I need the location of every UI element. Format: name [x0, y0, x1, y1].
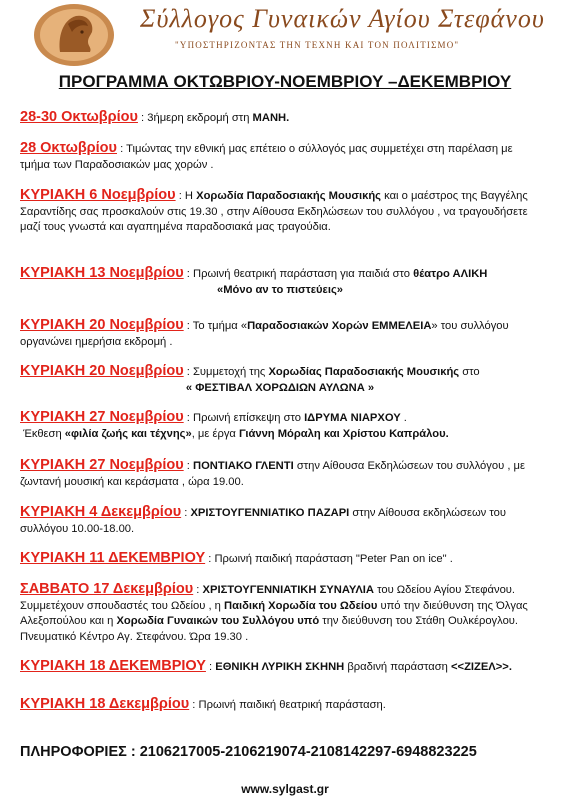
- event-text: και ο μαέστρος της Βαγγέλης Σαραντίδης σας προσκαλούν στις 19.30 , στην Αίθουσα Εκδηλώσεων του συλλόγου , να τραγουδήσετε μαζί τους γνωστά και αγαπημένα παραδοσιακά μας τραγούδια.: [20, 190, 528, 233]
- event-text: στην Αίθουσα Εκδηλώσεων του συλλόγου , με ζωντανή μουσική και κεράσματα , ώρα 19.00.: [20, 460, 525, 488]
- event-text: .: [400, 412, 407, 424]
- event-highlight: Χορωδία Παραδοσιακής Μουσικής: [196, 190, 381, 202]
- event-text: : 3ήμερη εκδρομή στη: [137, 112, 253, 124]
- event-item: [20, 266, 540, 298]
- event-date: ΚΥΡΙΑΚΗ 13 Νοεμβρίου: [20, 265, 184, 281]
- event-text: , με έργα: [191, 427, 239, 440]
- event-text: :: [193, 584, 203, 596]
- event-item: [20, 318, 540, 350]
- association-motto: "ΥΠΟΣΤΗΡΙΖΟΝΤΑΣ ΤΗΝ ΤΕΧΝΗ ΚΑΙ ΤΟΝ ΠΟΛΙΤΙΣΜΟ": [175, 40, 460, 50]
- event-highlight: ΜΑΝΗ.: [252, 112, 290, 124]
- event-text: :: [183, 460, 193, 472]
- event-item: [20, 110, 540, 127]
- event-text: βραδινή παράσταση: [344, 661, 451, 673]
- event-highlight: θέατρο ΑΛΙΚΗ: [413, 268, 488, 280]
- event-item: [20, 551, 540, 568]
- event-item: [20, 659, 540, 676]
- event-date: 28-30 Οκτωβρίου: [20, 109, 138, 125]
- event-highlight: «Μόνο αν το πιστεύεις»: [217, 283, 343, 296]
- event-item: [20, 582, 540, 645]
- event-highlight: ΠΟΝΤΙΑΚΟ ΓΛΕΝΤΙ: [193, 460, 294, 472]
- header: [0, 0, 570, 70]
- event-text: : Η: [175, 190, 197, 202]
- event-text: : Πρωινή παιδική παράσταση "Peter Pan on ice" .: [205, 553, 453, 565]
- event-highlight: Παραδοσιακών Χορών ΕΜΜΕΛΕΙΑ: [247, 320, 432, 332]
- event-item: [20, 410, 540, 442]
- event-highlight: ΧΡΙΣΤΟΥΓΕΝΝΙΑΤΙΚΗ ΣΥΝΑΥΛΙΑ: [202, 584, 374, 596]
- event-item: [20, 458, 540, 490]
- website-link[interactable]: www.sylgast.gr: [241, 782, 329, 796]
- event-text: : Συμμετοχή της: [183, 366, 269, 378]
- event-highlight: Γιάννη Μόραλη και Χρίστου Καπράλου.: [239, 427, 449, 440]
- event-date: ΚΥΡΙΑΚΗ 18 Δεκεμβρίου: [20, 696, 190, 712]
- event-item: [20, 141, 540, 173]
- event-text: » του συλλόγου οργανώνει ημερήσια εκδρομή .: [20, 320, 509, 348]
- event-text: : Πρωινή επίσκεψη στο: [183, 412, 305, 424]
- event-text: : Πρωινή θεατρική παράσταση για παιδιά στο: [183, 268, 414, 280]
- event-date: ΚΥΡΙΑΚΗ 4 Δεκεμβρίου: [20, 504, 182, 520]
- event-date: ΣΑΒΒΑΤΟ 17 Δεκεμβρίου: [20, 581, 194, 597]
- event-date: ΚΥΡΙΑΚΗ 18 ΔΕΚΕΜΒΡΙΟΥ: [20, 658, 206, 674]
- program-title: ΠΡΟΓΡΑΜΜΑ ΟΚΤΩΒΡΙΟΥ-ΝΟΕΜΒΡΙΟΥ –ΔΕΚΕΜΒΡΙΟΥ: [58, 72, 512, 91]
- event-date: ΚΥΡΙΑΚΗ 20 Νοεμβρίου: [20, 317, 184, 333]
- event-item: [20, 697, 540, 714]
- event-date: ΚΥΡΙΑΚΗ 27 Νοεμβρίου: [20, 457, 184, 473]
- event-highlight: Χορωδίας Παραδοσιακής Μουσικής: [268, 366, 460, 378]
- event-item: [20, 364, 540, 396]
- event-text: υπό την διεύθυνση της Όλγας Αλεξοπούλου και η: [20, 599, 528, 627]
- event-text: :: [205, 661, 216, 673]
- event-text: στο: [459, 366, 480, 378]
- event-item: [20, 505, 540, 537]
- event-text: : Το τμήμα «: [183, 320, 248, 332]
- contact-info: ΠΛΗΡΟΦΟΡΙΕΣ : 2106217005-2106219074-2108142297-6948823225: [20, 744, 477, 760]
- event-date: 28 Οκτωβρίου: [20, 140, 117, 156]
- event-text: του Ωδείου Αγίου Στεφάνου. Συμμετέχουν σπουδαστές του Ωδείου , η: [20, 584, 516, 612]
- event-highlight: Παιδική Χορωδία του Ωδείου: [224, 599, 378, 612]
- event-text: : Τιμώντας την εθνική μας επέτειο ο σύλλογός μας συμμετέχει στη παρέλαση με τμήμα των Παραδοσιακών μας χορών .: [20, 143, 513, 171]
- event-text: : Πρωινή παιδική θεατρική παράσταση.: [189, 699, 386, 711]
- association-name: Σύλλογος Γυναικών Αγίου Στεφάνου: [140, 4, 545, 33]
- event-highlight: « ΦΕΣΤΙΒΑΛ ΧΟΡΩΔΙΩΝ ΑΥΛΩΝΑ »: [185, 381, 375, 394]
- event-item: [20, 188, 540, 236]
- event-date: ΚΥΡΙΑΚΗ 6 Νοεμβρίου: [20, 187, 176, 203]
- event-highlight: ΧΡΙΣΤΟΥΓΕΝΝΙΑΤΙΚΟ ΠΑΖΑΡΙ: [190, 507, 350, 519]
- event-text: :: [181, 507, 191, 519]
- event-date: ΚΥΡΙΑΚΗ 11 ΔΕΚΕΜΒΡΙΟΥ: [20, 550, 206, 566]
- event-highlight: ΙΔΡΥΜΑ ΝΙΑΡΧΟΥ: [304, 412, 401, 424]
- event-text: την διεύθυνση του Στάθη Ουλκέρογλου. Πνευματικό Κέντρο Αγ. Στεφάνου. Ώρα 19.30 .: [20, 615, 519, 643]
- event-highlight: Χορωδία Γυναικών του Συλλόγου υπό: [116, 615, 320, 627]
- event-highlight: <<ΖΙΖΕΛ>>.: [451, 661, 512, 673]
- event-date: ΚΥΡΙΑΚΗ 20 Νοεμβρίου: [20, 363, 184, 379]
- event-text: Έκθεση: [23, 427, 65, 440]
- event-highlight: ΕΘΝΙΚΗ ΛΥΡΙΚΗ ΣΚΗΝΗ: [215, 661, 345, 673]
- association-logo: [32, 2, 116, 68]
- event-date: ΚΥΡΙΑΚΗ 27 Νοεμβρίου: [20, 409, 184, 425]
- event-text: στην Αίθουσα εκδηλώσεων του συλλόγου 10.00-18.00.: [20, 507, 506, 535]
- event-highlight: «φιλία ζωής και τέχνης»: [64, 427, 192, 440]
